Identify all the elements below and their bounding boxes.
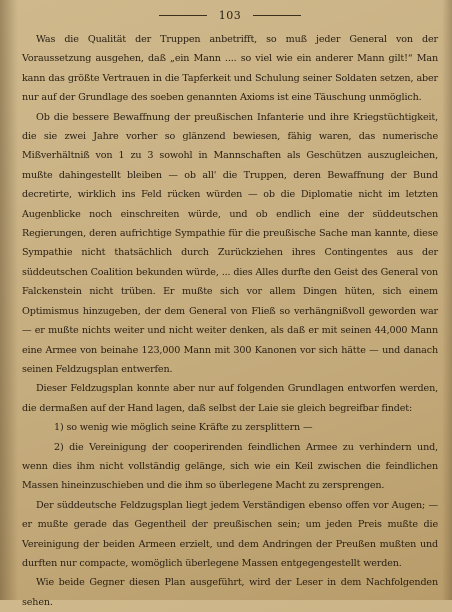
paragraph: Ob die bessere Bewaffnung der preußischen Infanterie und ihre Kriegstüchtigkeit, die sie zwei Jahre vorher so glänzend bewiesen, fähig waren, das numerische Mißverhältniß von 1 zu 3 sowohl in Mannschaften als Geschützen auszugleichen, mußte dahingestellt bleiben — ob all' die Truppen, deren Bewaffnung der Bund decretirte, wirklich ins Feld rücken würden — ob die Diplomatie nicht im letzten Augenblicke noch einschreiten würde, und ob endlich eine der süddeutschen Regierungen, deren aufrichtige Sympathie für die preußische Sache man kannte, diese Sympathie nicht thatsächlich durch Zurückziehen ihres Contingentes aus der süddeutschen Coalition bekunden würde, ... dies Alles durfte den Geist des General von Falckenstein nicht trüben. Er mußte sich vor allem Dingen hüten, sich einem Optimismus hinzugeben, der dem General von Fließ so verhängnißvoll geworden war — er mußte nichts weiter und nicht weiter denken, als daß er mit seinen 44,000 Mann eine Armee von beinahe 123,000 Mann mit 300 Kanonen vor sich hätte — und danach seinen Feldzugsplan entwerfen. — [22, 111, 438, 375]
paragraph: Was die Qualität der Truppen anbetrifft, so muß jeder General von der Voraussetzung ausgehen, daß „ein Mann .... so viel wie ein anderer Mann gilt!“ Man kann das größte Vertrauen in die Tapferkeit und Schulung seiner Soldaten setzen, aber nur auf der Grundlage des soeben genannten Axioms ist eine Täuschung unmöglich. — [22, 34, 438, 104]
header-rule-right — [253, 15, 301, 16]
paragraph: Dieser Feldzugsplan konnte aber nur auf folgenden Grundlagen entworfen werden, die dermaßen auf der Hand lagen, daß selbst der Laie sie gleich begreifbar findet: — [22, 383, 438, 414]
page-header — [22, 8, 438, 22]
list-item: 2) die Vereinigung der cooperirenden feindlichen Armee zu verhindern und, wenn dies ihm nicht vollständig gelänge, sich wie ein Keil zwischen die feindlichen Massen hineinzuschieben und die ihm so überlegene Macht zu zersprengen. — [22, 441, 438, 492]
paragraph: Der süddeutsche Feldzugsplan liegt jedem Verständigen ebenso offen vor Augen; — er mußte gerade das Gegentheil der preußischen sein; um jeden Preis mußte die Vereinigung der beiden Armeen erzielt, und dem Andringen der Preußen mußten und durften nur compacte, womöglich überlegene Massen entgegengestellt werden. — [22, 499, 438, 569]
header-rule-left — [159, 15, 207, 16]
page-body — [22, 30, 438, 612]
page-number: 103 — [218, 8, 242, 22]
list-item: 1) so wenig wie möglich seine Kräfte zu zersplittern — — [54, 422, 313, 434]
paragraph: Wie beide Gegner diesen Plan ausgeführt, wird der Leser in dem Nachfolgenden sehen. — [22, 577, 438, 608]
